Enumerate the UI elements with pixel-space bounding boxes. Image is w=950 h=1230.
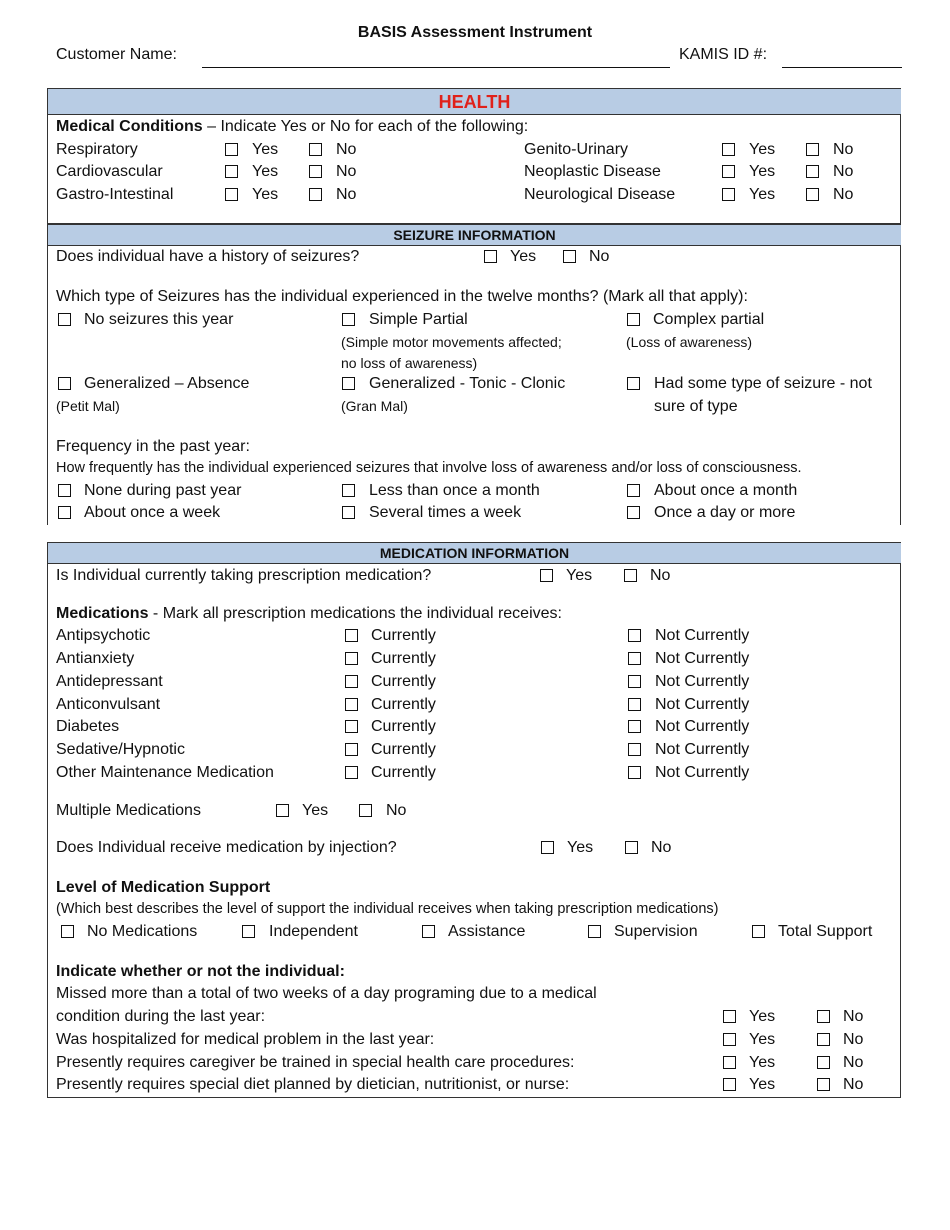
complex-partial-checkbox[interactable]	[627, 313, 640, 326]
yes-label: Yes	[749, 1054, 776, 1071]
medication-title: MEDICATION INFORMATION	[379, 545, 570, 561]
option-label: Had some type of seizure - not	[654, 375, 872, 392]
option-note: no loss of awareness)	[341, 355, 478, 371]
seizure-types-question: Which type of Seizures has the individual experienced in the twelve months? (Mark all that apply):	[56, 288, 748, 305]
condition-label: Neoplastic Disease	[524, 163, 661, 180]
medication-label: Sedative/Hypnotic	[56, 741, 185, 758]
support-total-checkbox[interactable]	[752, 925, 765, 938]
no-label: No	[650, 567, 671, 584]
not-currently-label: Not Currently	[655, 627, 750, 644]
freq-less-monthly-checkbox[interactable]	[342, 484, 355, 497]
medication-label: Anticonvulsant	[56, 696, 161, 713]
option-label: Total Support	[778, 923, 873, 940]
currently-label: Currently	[371, 627, 436, 644]
freq-none-checkbox[interactable]	[58, 484, 71, 497]
no-label: No	[833, 186, 854, 203]
yes-label: Yes	[749, 1076, 776, 1093]
yes-label: Yes	[749, 141, 776, 158]
gastro-yes-checkbox[interactable]	[225, 188, 238, 201]
unsure-type-checkbox[interactable]	[627, 377, 640, 390]
support-assistance-checkbox[interactable]	[422, 925, 435, 938]
multiple-yes-checkbox[interactable]	[276, 804, 289, 817]
anticonvulsant-currently-checkbox[interactable]	[345, 698, 358, 711]
option-label: About once a week	[84, 504, 221, 521]
medical-conditions-heading: Medical Conditions – Indicate Yes or No for each of the following:	[56, 118, 529, 135]
medication-label: Antianxiety	[56, 650, 135, 667]
injection-question: Does Individual receive medication by injection?	[56, 839, 397, 856]
option-note: (Petit Mal)	[56, 398, 120, 414]
question-text: Missed more than a total of two weeks of a day programing due to a medical	[56, 985, 597, 1002]
yes-label: Yes	[749, 1031, 776, 1048]
genito-urinary-yes-checkbox[interactable]	[722, 143, 735, 156]
not-currently-label: Not Currently	[655, 650, 750, 667]
condition-label: Genito-Urinary	[524, 141, 629, 158]
cardiovascular-yes-checkbox[interactable]	[225, 165, 238, 178]
condition-label: Neurological Disease	[524, 186, 676, 203]
neoplastic-yes-checkbox[interactable]	[722, 165, 735, 178]
frequency-subtext: How frequently has the individual experienced seizures that involve loss of awareness and/or loss of consciousness.	[56, 460, 802, 476]
currently-label: Currently	[371, 764, 436, 781]
antipsychotic-currently-checkbox[interactable]	[345, 629, 358, 642]
no-label: No	[843, 1076, 864, 1093]
cardiovascular-no-checkbox[interactable]	[309, 165, 322, 178]
no-label: No	[386, 802, 407, 819]
option-label: Less than once a month	[369, 482, 540, 499]
health-band	[48, 88, 901, 115]
sedative-currently-checkbox[interactable]	[345, 743, 358, 756]
other-currently-checkbox[interactable]	[345, 766, 358, 779]
special-diet-no-checkbox[interactable]	[817, 1078, 830, 1091]
freq-several-weekly-checkbox[interactable]	[342, 506, 355, 519]
other-not-currently-checkbox[interactable]	[628, 766, 641, 779]
question-text: Presently requires special diet planned by dietician, nutritionist, or nurse:	[56, 1076, 570, 1093]
currently-label: Currently	[371, 650, 436, 667]
multiple-no-checkbox[interactable]	[359, 804, 372, 817]
yes-label: Yes	[749, 163, 776, 180]
option-label: About once a month	[654, 482, 798, 499]
yes-label: Yes	[749, 1008, 776, 1025]
seizure-history-question: Does individual have a history of seizures?	[56, 248, 360, 265]
support-level-heading: Level of Medication Support	[56, 879, 271, 896]
no-label: No	[843, 1054, 864, 1071]
caregiver-trained-no-checkbox[interactable]	[817, 1056, 830, 1069]
yes-label: Yes	[566, 567, 593, 584]
no-label: No	[336, 141, 357, 158]
no-label: No	[843, 1008, 864, 1025]
injection-yes-checkbox[interactable]	[541, 841, 554, 854]
option-note: (Loss of awareness)	[626, 334, 753, 350]
option-label: Generalized – Absence	[84, 375, 250, 392]
sedative-not-currently-checkbox[interactable]	[628, 743, 641, 756]
option-label: Once a day or more	[654, 504, 796, 521]
antipsychotic-not-currently-checkbox[interactable]	[628, 629, 641, 642]
antianxiety-not-currently-checkbox[interactable]	[628, 652, 641, 665]
support-supervision-checkbox[interactable]	[588, 925, 601, 938]
not-currently-label: Not Currently	[655, 673, 750, 690]
seizure-history-no-checkbox[interactable]	[563, 250, 576, 263]
option-label: Generalized - Tonic - Clonic	[369, 375, 566, 392]
no-label: No	[651, 839, 672, 856]
no-label: No	[336, 163, 357, 180]
support-level-subtext: (Which best describes the level of support the individual receives when taking prescription medications)	[56, 901, 719, 917]
gastro-no-checkbox[interactable]	[309, 188, 322, 201]
respiratory-no-checkbox[interactable]	[309, 143, 322, 156]
hospitalized-no-checkbox[interactable]	[817, 1033, 830, 1046]
currently-label: Currently	[371, 718, 436, 735]
freq-daily-checkbox[interactable]	[627, 506, 640, 519]
option-label: Complex partial	[653, 311, 765, 328]
generalized-tonic-clonic-checkbox[interactable]	[342, 377, 355, 390]
missed-program-no-checkbox[interactable]	[817, 1010, 830, 1023]
special-diet-yes-checkbox[interactable]	[723, 1078, 736, 1091]
frequency-question: Frequency in the past year:	[56, 438, 250, 455]
respiratory-yes-checkbox[interactable]	[225, 143, 238, 156]
not-currently-label: Not Currently	[655, 718, 750, 735]
support-none-checkbox[interactable]	[61, 925, 74, 938]
medication-band	[48, 542, 901, 564]
option-label: Independent	[269, 923, 358, 940]
question-text: Presently requires caregiver be trained in special health care procedures:	[56, 1054, 575, 1071]
option-label: Assistance	[448, 923, 526, 940]
antidepressant-currently-checkbox[interactable]	[345, 675, 358, 688]
hospitalized-yes-checkbox[interactable]	[723, 1033, 736, 1046]
no-label: No	[843, 1031, 864, 1048]
question-text: Was hospitalized for medical problem in the last year:	[56, 1031, 435, 1048]
antianxiety-currently-checkbox[interactable]	[345, 652, 358, 665]
genito-urinary-no-checkbox[interactable]	[806, 143, 819, 156]
no-label: No	[336, 186, 357, 203]
support-independent-checkbox[interactable]	[242, 925, 255, 938]
health-title: HEALTH	[438, 92, 511, 112]
not-currently-label: Not Currently	[655, 764, 750, 781]
option-note: (Gran Mal)	[341, 398, 408, 414]
yes-label: Yes	[252, 141, 279, 158]
indicate-heading: Indicate whether or not the individual:	[56, 963, 345, 980]
yes-label: Yes	[252, 186, 279, 203]
diabetes-not-currently-checkbox[interactable]	[628, 720, 641, 733]
medication-label: Antipsychotic	[56, 627, 151, 644]
condition-label: Cardiovascular	[56, 163, 163, 180]
rx-no-checkbox[interactable]	[624, 569, 637, 582]
diabetes-currently-checkbox[interactable]	[345, 720, 358, 733]
option-label: Simple Partial	[369, 311, 468, 328]
seizure-band	[48, 224, 901, 246]
freq-monthly-checkbox[interactable]	[627, 484, 640, 497]
no-label: No	[589, 248, 610, 265]
medication-label: Antidepressant	[56, 673, 163, 690]
not-currently-label: Not Currently	[655, 696, 750, 713]
question-text: condition during the last year:	[56, 1008, 266, 1025]
option-label: None during past year	[84, 482, 242, 499]
generalized-absence-checkbox[interactable]	[58, 377, 71, 390]
page-title: BASIS Assessment Instrument	[357, 24, 593, 41]
condition-label: Respiratory	[56, 141, 138, 158]
medication-label: Diabetes	[56, 718, 120, 735]
yes-label: Yes	[567, 839, 594, 856]
yes-label: Yes	[252, 163, 279, 180]
rx-yes-checkbox[interactable]	[540, 569, 553, 582]
no-label: No	[833, 141, 854, 158]
condition-label: Gastro-Intestinal	[56, 186, 174, 203]
kamis-id-label: KAMIS ID #:	[679, 46, 768, 63]
medication-label: Other Maintenance Medication	[56, 764, 274, 781]
yes-label: Yes	[510, 248, 537, 265]
option-label: Several times a week	[369, 504, 522, 521]
customer-name-label: Customer Name:	[56, 46, 177, 63]
no-seizures-checkbox[interactable]	[58, 313, 71, 326]
neoplastic-no-checkbox[interactable]	[806, 165, 819, 178]
simple-partial-checkbox[interactable]	[342, 313, 355, 326]
yes-label: Yes	[302, 802, 329, 819]
multiple-medications-question: Multiple Medications	[56, 802, 201, 819]
option-note: (Simple motor movements affected;	[341, 334, 562, 350]
seizure-history-yes-checkbox[interactable]	[484, 250, 497, 263]
currently-label: Currently	[371, 741, 436, 758]
caregiver-trained-yes-checkbox[interactable]	[723, 1056, 736, 1069]
yes-label: Yes	[749, 186, 776, 203]
antidepressant-not-currently-checkbox[interactable]	[628, 675, 641, 688]
seizure-title: SEIZURE INFORMATION	[393, 227, 556, 243]
neurological-yes-checkbox[interactable]	[722, 188, 735, 201]
rx-question: Is Individual currently taking prescription medication?	[56, 567, 432, 584]
not-currently-label: Not Currently	[655, 741, 750, 758]
kamis-id-field[interactable]	[782, 67, 902, 68]
option-label: No seizures this year	[84, 311, 234, 328]
injection-no-checkbox[interactable]	[625, 841, 638, 854]
anticonvulsant-not-currently-checkbox[interactable]	[628, 698, 641, 711]
currently-label: Currently	[371, 673, 436, 690]
no-label: No	[833, 163, 854, 180]
missed-program-yes-checkbox[interactable]	[723, 1010, 736, 1023]
option-label: Supervision	[614, 923, 698, 940]
neurological-no-checkbox[interactable]	[806, 188, 819, 201]
option-label: sure of type	[654, 398, 738, 415]
customer-name-field[interactable]	[202, 67, 670, 68]
currently-label: Currently	[371, 696, 436, 713]
medications-heading: Medications - Mark all prescription medications the individual receives:	[56, 605, 562, 622]
option-label: No Medications	[87, 923, 198, 940]
freq-weekly-checkbox[interactable]	[58, 506, 71, 519]
